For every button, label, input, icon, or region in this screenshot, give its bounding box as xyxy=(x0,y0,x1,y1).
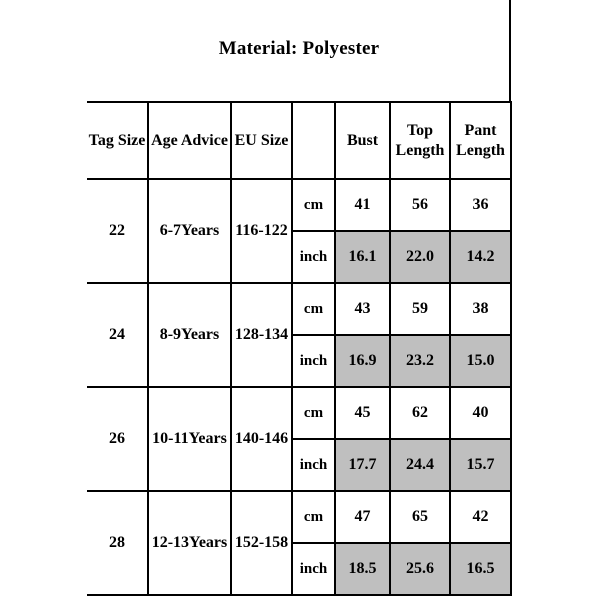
cell-pant-inch: 16.5 xyxy=(450,543,511,595)
cell-top-inch: 24.4 xyxy=(390,439,450,491)
cell-bust-inch: 16.9 xyxy=(335,335,390,387)
cell-pant-cm: 38 xyxy=(450,283,511,335)
header-top-length: Top Length xyxy=(390,102,450,179)
cell-bust-cm: 47 xyxy=(335,491,390,543)
cell-eu-size: 116-122 xyxy=(231,179,292,283)
table-row-cm xyxy=(87,491,511,543)
cell-age-advice: 12-13Years xyxy=(148,491,231,595)
cell-top-cm: 56 xyxy=(390,179,450,231)
cell-eu-size: 140-146 xyxy=(231,387,292,491)
cell-tag-size: 24 xyxy=(87,283,148,387)
cell-bust-cm: 43 xyxy=(335,283,390,335)
header-row xyxy=(87,102,511,179)
cell-pant-cm: 42 xyxy=(450,491,511,543)
cell-unit-inch: inch xyxy=(292,231,335,283)
table-row-cm xyxy=(87,179,511,231)
cell-top-inch: 22.0 xyxy=(390,231,450,283)
material-title: Material: Polyester xyxy=(218,38,380,59)
cell-top-cm: 59 xyxy=(390,283,450,335)
header-pant-length: Pant Length xyxy=(450,102,511,179)
header-age-advice: Age Advice xyxy=(148,102,231,179)
cell-eu-size: 152-158 xyxy=(231,491,292,595)
cell-unit-cm: cm xyxy=(292,283,335,335)
cell-unit-cm: cm xyxy=(292,179,335,231)
cell-tag-size: 28 xyxy=(87,491,148,595)
cell-tag-size: 22 xyxy=(87,179,148,283)
cell-pant-cm: 36 xyxy=(450,179,511,231)
cell-unit-inch: inch xyxy=(292,439,335,491)
cell-bust-inch: 16.1 xyxy=(335,231,390,283)
header-eu-size: EU Size xyxy=(231,102,292,179)
cell-unit-cm: cm xyxy=(292,387,335,439)
cell-tag-size: 26 xyxy=(87,387,148,491)
header-unit-blank xyxy=(292,102,335,179)
cell-pant-inch: 14.2 xyxy=(450,231,511,283)
table-row-cm xyxy=(87,283,511,335)
table-row-cm xyxy=(87,387,511,439)
cell-top-inch: 23.2 xyxy=(390,335,450,387)
header-bust: Bust xyxy=(335,102,390,179)
cell-eu-size: 128-134 xyxy=(231,283,292,387)
cell-pant-inch: 15.7 xyxy=(450,439,511,491)
cell-bust-inch: 18.5 xyxy=(335,543,390,595)
cell-unit-cm: cm xyxy=(292,491,335,543)
cell-top-cm: 65 xyxy=(390,491,450,543)
cell-pant-cm: 40 xyxy=(450,387,511,439)
cell-age-advice: 6-7Years xyxy=(148,179,231,283)
header-tag-size: Tag Size xyxy=(87,102,148,179)
cell-age-advice: 8-9Years xyxy=(148,283,231,387)
cell-top-cm: 62 xyxy=(390,387,450,439)
header-right-border-line xyxy=(509,0,511,103)
cell-bust-inch: 17.7 xyxy=(335,439,390,491)
cell-age-advice: 10-11Years xyxy=(148,387,231,491)
cell-unit-inch: inch xyxy=(292,543,335,595)
cell-top-inch: 25.6 xyxy=(390,543,450,595)
cell-bust-cm: 41 xyxy=(335,179,390,231)
cell-bust-cm: 45 xyxy=(335,387,390,439)
size-chart-table xyxy=(87,101,512,596)
cell-pant-inch: 15.0 xyxy=(450,335,511,387)
cell-unit-inch: inch xyxy=(292,335,335,387)
